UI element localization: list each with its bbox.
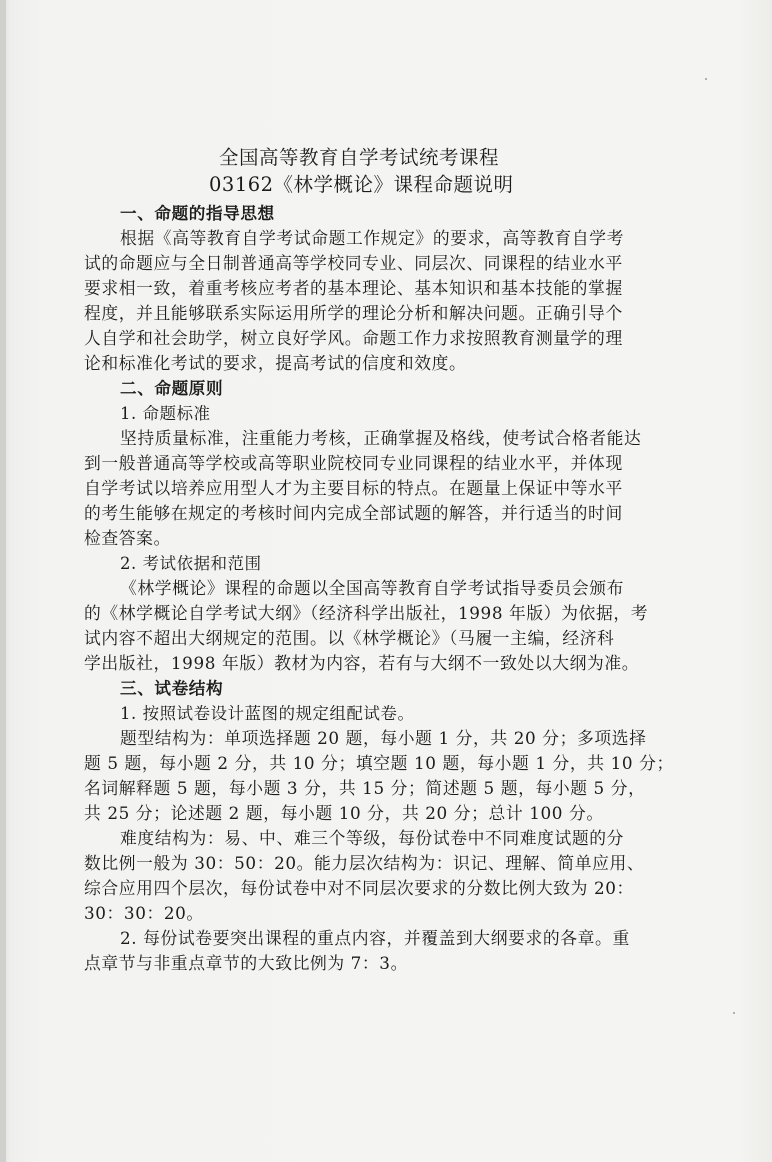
section-3-item-2-line: 2. 每份试卷要突出课程的重点内容，并覆盖到大纲要求的各章。重 xyxy=(120,928,630,948)
structure-line: 题 5 题，每小题 2 分，共 10 分；填空题 10 题，每小题 1 分，共 10 分； xyxy=(84,753,674,773)
section-3-heading: 三、试卷结构 xyxy=(120,679,224,698)
section-2-sub-1-line: 的考生能够在规定的考核时间内完成全部试题的解答，并行适当的时间 xyxy=(84,503,623,523)
difficulty-line: 难度结构为：易、中、难三个等级，每份试卷中不同难度试题的分 xyxy=(120,828,625,848)
section-1-line: 试的命题应与全日制普通高等学校同专业、同层次、同课程的结业水平 xyxy=(84,253,623,273)
structure-line: 题型结构为：单项选择题 20 题，每小题 1 分，共 20 分；多项选择 xyxy=(120,728,647,748)
section-2-heading: 二、命题原则 xyxy=(120,379,224,398)
section-1-line: 根据《高等教育自学考试命题工作规定》的要求，高等教育自学考 xyxy=(120,228,625,248)
section-2-sub-2-line: 试内容不超出大纲规定的范围。以《林学概论》（马履一主编，经济科 xyxy=(84,628,615,648)
structure-line: 名词解释题 5 题，每小题 3 分，共 15 分；简述题 5 题，每小题 5 分， xyxy=(84,778,646,798)
section-1-heading: 一、命题的指导思想 xyxy=(120,204,275,223)
section-1-line: 论和标准化考试的要求，提高考试的信度和效度。 xyxy=(84,353,467,373)
section-2-sub-2-line: 《林学概论》课程的命题以全国高等教育自学考试指导委员会颁布 xyxy=(120,578,625,598)
section-2-sub-1-line: 自学考试以培养应用型人才为主要目标的特点。在题量上保证中等水平 xyxy=(84,478,623,498)
title-line-1: 全国高等教育自学考试统考课程 xyxy=(219,146,500,169)
difficulty-line: 综合应用四个层次，每份试卷中对不同层次要求的分数比例大致为 20： xyxy=(84,878,634,898)
difficulty-line: 30：30：20。 xyxy=(84,903,204,923)
structure-line: 共 25 分；论述题 2 题，每小题 10 分，共 20 分；总计 100 分。 xyxy=(84,803,604,823)
section-2-sub-1-line: 到一般普通高等学校或高等职业院校同专业同课程的结业水平，并体现 xyxy=(84,453,623,473)
scan-speck xyxy=(733,1012,735,1014)
section-3-item-1: 1. 按照试卷设计蓝图的规定组配试卷。 xyxy=(120,704,415,723)
difficulty-line: 数比例一般为 30：50：20。能力层次结构为：识记、理解、简单应用、 xyxy=(84,853,645,873)
scan-edge xyxy=(0,0,6,1162)
section-3-item-2-line: 点章节与非重点章节的大致比例为 7：3。 xyxy=(84,953,408,973)
section-1-line: 人自学和社会助学，树立良好学风。命题工作力求按照教育测量学的理 xyxy=(84,328,623,348)
scan-speck xyxy=(705,78,707,80)
section-2-sub-2-line: 的《林学概论自学考试大纲》（经济科学出版社，1998 年版）为依据，考 xyxy=(84,603,649,623)
section-2-sub-2-line: 学出版社，1998 年版）教材为内容，若有与大纲不一致处以大纲为准。 xyxy=(84,653,640,673)
section-1-line: 程度，并且能够联系实际运用所学的理论分析和解决问题。正确引导个 xyxy=(84,303,623,323)
title-line-2: 03162《林学概论》课程命题说明 xyxy=(209,173,514,196)
section-2-sub-1-label: 1. 命题标准 xyxy=(120,404,211,423)
section-2-sub-1-line: 检查答案。 xyxy=(84,528,171,548)
section-2-sub-2-label: 2. 考试依据和范围 xyxy=(120,554,262,573)
section-1-line: 要求相一致，着重考核应考者的基本理论、基本知识和基本技能的掌握 xyxy=(84,278,623,298)
section-2-sub-1-line: 坚持质量标准，注重能力考核，正确掌握及格线，使考试合格者能达 xyxy=(120,428,642,448)
